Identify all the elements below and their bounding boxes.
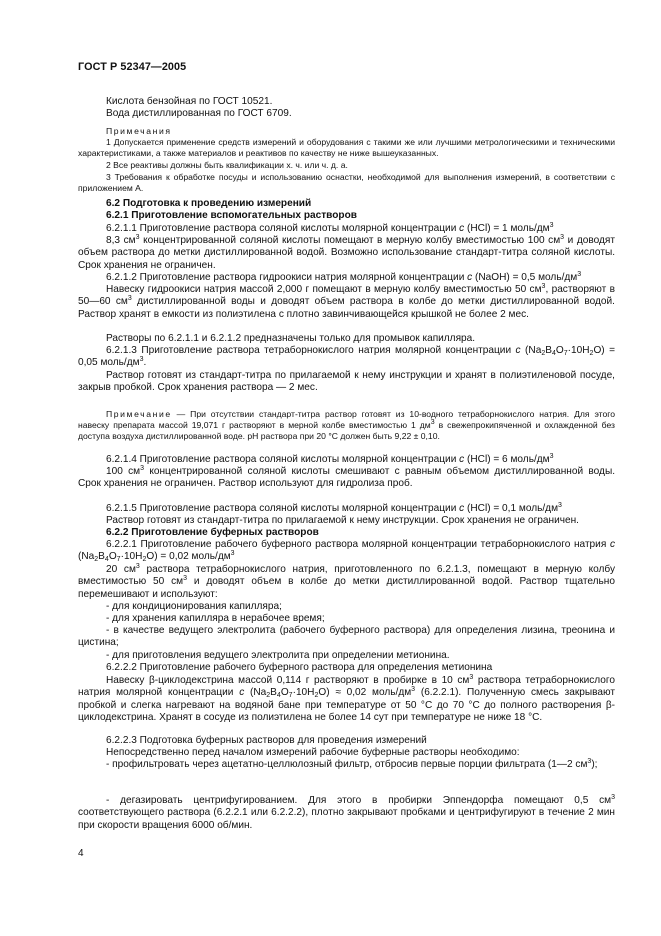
paragraph-6-2-2-3-body: Непосредственно перед началом измерений рабочие буферные растворы необходимо: xyxy=(106,747,520,758)
paragraph-6-2-1-5-title: 6.2.1.5 Приготовление раствора соляной кислоты молярной концентрации c (HCl) = 0,1 моль/$дм^3$ xyxy=(106,502,562,514)
paragraph-flush-note: Растворы по 6.2.1.1 и 6.2.1.2 предназначены только для промывок капилляра. xyxy=(106,333,476,344)
paragraph-6-2-2-2-body: Навеску β-циклодекстрина массой 0,114 г растворяют в пробирке в 10 $см^3$ раствора тетраборнокислого натрия молярной концентрации c $(Na_2B_4O_7\cdot 10H_2O) \approx 0,02$ моль/$дм^3$ (6.2.2.1). Полученную смесь закрывают пробкой и слегка нагревают на водяной бане при температуре от 50 °С до 70 °С до полного растворения β-циклодекстрина. Хранят в сосуде из полиэтилена не более 14 сут при температуре не ниже 18 °С. xyxy=(78,674,615,724)
paragraph-6-2-2-2-title: 6.2.2.2 Приготовление рабочего буферного раствора для определения метионина xyxy=(106,662,493,673)
reagent-line: Вода дистиллированная по ГОСТ 6709. xyxy=(106,108,292,119)
list-item: - для кондиционирования капилляра; xyxy=(106,601,282,612)
paragraph-6-2-1-1-title: 6.2.1.1 Приготовление раствора соляной кислоты молярной концентрации c (HCl) = 1 моль/$дм^3$ xyxy=(106,222,554,234)
paragraph-6-2-2-1-title: 6.2.2.1 Приготовление рабочего буферного раствора молярной концентрации тетраборнокислого натрия c $(Na_2B_4O_7\cdot 10H_2O) = 0,02$ моль/$дм^3$ xyxy=(78,539,615,564)
paragraph-6-2-2-3-title: 6.2.2.3 Подготовка буферных растворов для проведения измерений xyxy=(106,735,427,746)
notes-title: Примечания xyxy=(106,126,172,136)
document-header: ГОСТ Р 52347—2005 xyxy=(78,61,187,73)
list-item: - дегазировать центрифугированием. Для этого в пробирки Эппендорфа помещают 0,5 $см^3$ соответствующего раствора (6.2.2.1 или 6.2.2.2), плотно закрывают пробками и центрифугируют в течение 2 мин при скорости вращения 6000 об/мин. xyxy=(78,794,615,831)
note-item: 1 Допускается применение средств измерений и оборудования с такими же или лучшими метрологическими и техническими характеристиками, а также материалов и реактивов по качеству не ниже вышеуказанных. xyxy=(78,137,615,158)
paragraph-6-2-1-2-body: Навеску гидроокиси натрия массой 2,000 г помещают в мерную колбу вместимостью 50 $см^3$, растворяют в 50—60 $см^3$ дистиллированной воды и доводят объем раствора в колбе до метки дистиллированной водой. Раствор хранят в емкости из полиэтилена с плотно завинчивающейся крышкой не более 2 мес. xyxy=(78,283,615,320)
note-tetraborate: Примечание — При отсутствии стандарт-титра раствор готовят из 10-водного тетраборнокислого натрия. Для этого навеску препарата массой 19,071 г растворяют в мерной колбе вместимостью 1 $дм^3$ в свежепрокипяченной и охлажденной без доступа воздуха дистиллированной воде. pH раствора при 20 °С должен быть 9,22 ± 0,10. xyxy=(78,409,616,441)
paragraph-6-2-1-3-title: 6.2.1.3 Приготовление раствора тетраборнокислого натрия молярной концентрации c $(Na_2B_4O_7\cdot 10H_2O) = 0,05$ моль/$дм^3$. xyxy=(78,345,616,369)
list-item: - для хранения капилляра в нерабочее время; xyxy=(106,613,325,624)
list-item: - профильтровать через ацетатно-целлюлозный фильтр, отбросив первые порции фильтрата (1—2 $см^3$); xyxy=(106,758,598,770)
paragraph-6-2-1-1-body: 8,3 $см^3$ концентрированной соляной кислоты помещают в мерную колбу вместимостью 100 $см^3$ и доводят объем раствора до метки дистиллированной водой. Возможно использование стандарт-титра соляной кислоты. Срок хранения не ограничен. xyxy=(78,234,616,271)
section-heading-6-2-1: 6.2.1 Приготовление вспомогательных растворов xyxy=(106,210,357,221)
reagent-line: Кислота бензойная по ГОСТ 10521. xyxy=(106,96,273,107)
list-item: - для приготовления ведущего электролита при определении метионина. xyxy=(106,650,450,661)
list-item: - в качестве ведущего электролита (рабочего буферного раствора) для определения лизина, треонина и цистина; xyxy=(78,625,615,649)
note-item: 2 Все реактивы должны быть квалификации х. ч. или ч. д. а. xyxy=(106,160,348,170)
paragraph-6-2-1-2-title: 6.2.1.2 Приготовление раствора гидроокиси натрия молярной концентрации c (NaOH) = 0,5 моль/$дм^3$ xyxy=(106,271,582,283)
note-item: 3 Требования к обработке посуды и использованию оснастки, необходимой для выполнения измерений, в соответствии с приложением А. xyxy=(78,172,615,193)
paragraph-6-2-2-1-body: 20 $см^3$ раствора тетраборнокислого натрия, приготовленного по 6.2.1.3, помещают в мерную колбу вместимостью 50 $см^3$ и доводят объем в колбе до метки дистиллированной водой. Раствор тщательно перемешивают и используют: xyxy=(78,563,615,600)
paragraph-6-2-1-5-body: Раствор готовят из стандарт-титра по прилагаемой к нему инструкции. Срок хранения не ограничен. xyxy=(106,515,579,526)
page-number: 4 xyxy=(78,848,84,859)
section-heading-6-2: 6.2 Подготовка к проведению измерений xyxy=(106,198,312,209)
paragraph-6-2-1-3-body: Раствор готовят из стандарт-титра по прилагаемой к нему инструкции и хранят в полиэтиленовой посуде, закрыв пробкой. Срок хранения раствора — 2 мес. xyxy=(78,370,615,394)
section-heading-6-2-2: 6.2.2 Приготовление буферных растворов xyxy=(106,527,319,538)
paragraph-6-2-1-4-body: 100 $см^3$ концентрированной соляной кислоты смешивают с равным объемом дистиллированной воды. Срок хранения не ограничен. Раствор используют для гидролиза проб. xyxy=(78,465,616,490)
paragraph-6-2-1-4-title: 6.2.1.4 Приготовление раствора соляной кислоты молярной концентрации c (HCl) = 6 моль/$дм^3$ xyxy=(106,453,554,465)
